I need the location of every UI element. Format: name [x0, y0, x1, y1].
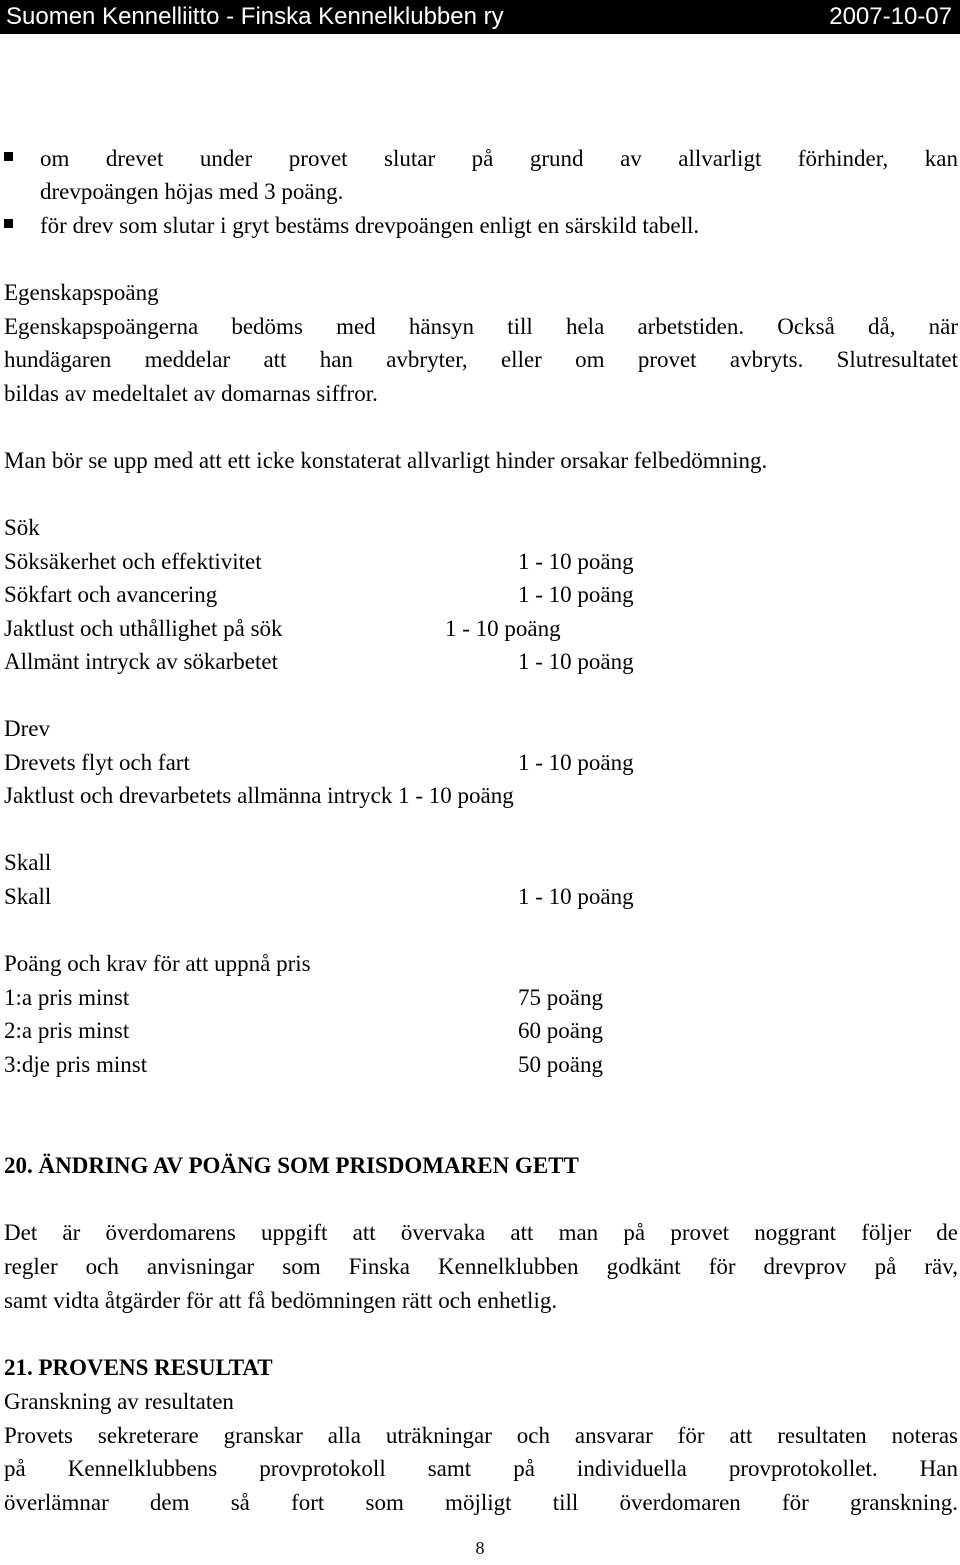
sok-row-value: 1 - 10 poäng — [518, 649, 634, 674]
drev-heading: Drev — [4, 716, 50, 741]
header-date: 2007-10-07 — [829, 3, 952, 30]
section-21-heading: 21. PROVENS RESULTAT — [4, 1355, 273, 1380]
pris-heading: Poäng och krav för att uppnå pris — [4, 951, 311, 976]
page-header — [0, 0, 960, 34]
bullet-item-1-line-1: om drevet under provet slutar på grund av allvarligt förhinder, kan — [40, 146, 958, 171]
bullet-item-2: för drev som slutar i gryt bestäms drevpoängen enligt en särskild tabell. — [40, 213, 700, 238]
pris-row-value: 50 poäng — [518, 1052, 603, 1077]
section-21-subheading: Granskning av resultaten — [4, 1389, 234, 1414]
section-21-line-1: Provets sekreterare granskar alla uträkningar och ansvarar för att resultaten noteras — [4, 1423, 958, 1448]
page-number: 8 — [475, 1538, 485, 1558]
sok-heading: Sök — [4, 515, 40, 540]
skall-heading: Skall — [4, 850, 52, 875]
drev-row-2 — [4, 779, 514, 812]
header-title: Suomen Kennelliitto - Finska Kennelklubben ry — [6, 3, 504, 30]
pris-row-label: 3:dje pris minst — [4, 1052, 148, 1077]
sok-row-value: 1 - 10 poäng — [445, 616, 561, 641]
section-20-line-3: samt vidta åtgärder för att få bedömningen rätt och enhetlig. — [4, 1288, 558, 1313]
egenskap-line-2: hundägaren meddelar att han avbryter, eller om provet avbryts. Slutresultatet — [4, 347, 958, 372]
pris-row-value: 75 poäng — [518, 985, 603, 1010]
section-20-line-1: Det är överdomarens uppgift att övervaka att man på provet noggrant följer de — [4, 1220, 958, 1245]
sok-row-label: Allmänt intryck av sökarbetet — [4, 649, 279, 674]
sok-row-value: 1 - 10 poäng — [518, 549, 634, 574]
drev-row-value: 1 - 10 poäng — [518, 750, 634, 775]
bullet-square-icon — [4, 219, 13, 228]
egenskap-line-3: bildas av medeltalet av domarnas siffror. — [4, 381, 378, 406]
egenskap-note: Man bör se upp med att ett icke konstaterat allvarligt hinder orsakar felbedömning. — [4, 448, 768, 473]
section-20-line-2: regler och anvisningar som Finska Kennelklubben godkänt för drevprov på räv, — [4, 1254, 958, 1279]
egenskap-line-1: Egenskapspoängerna bedöms med hänsyn till hela arbetstiden. Också då, när — [4, 314, 958, 339]
egenskap-heading: Egenskapspoäng — [4, 280, 159, 305]
sok-row-value: 1 - 10 poäng — [518, 582, 634, 607]
sok-row-label: Sökfart och avancering — [4, 582, 218, 607]
drev-row-value: 1 - 10 poäng — [398, 783, 514, 808]
section-21-line-3: överlämnar dem så fort som möjligt till överdomaren för granskning. — [4, 1490, 958, 1515]
drev-row-label: Drevets flyt och fart — [4, 750, 190, 775]
pris-row-label: 2:a pris minst — [4, 1018, 130, 1043]
pris-row-value: 60 poäng — [518, 1018, 603, 1043]
skall-row-value: 1 - 10 poäng — [518, 884, 634, 909]
sok-row-label: Jaktlust och uthållighet på sök — [4, 616, 283, 641]
bullet-item-1-line-2: drevpoängen höjas med 3 poäng. — [40, 179, 344, 204]
section-20-heading: 20. ÄNDRING AV POÄNG SOM PRISDOMAREN GETT — [4, 1153, 579, 1178]
bullet-square-icon — [4, 152, 13, 161]
section-21-line-2: på Kennelklubbens provprotokoll samt på individuella provprotokollet. Han — [4, 1456, 958, 1481]
pris-row-label: 1:a pris minst — [4, 985, 130, 1010]
skall-row-label: Skall — [4, 884, 52, 909]
sok-row-label: Söksäkerhet och effektivitet — [4, 549, 262, 574]
drev-row-label: Jaktlust och drevarbetets allmänna intryck — [4, 783, 393, 808]
